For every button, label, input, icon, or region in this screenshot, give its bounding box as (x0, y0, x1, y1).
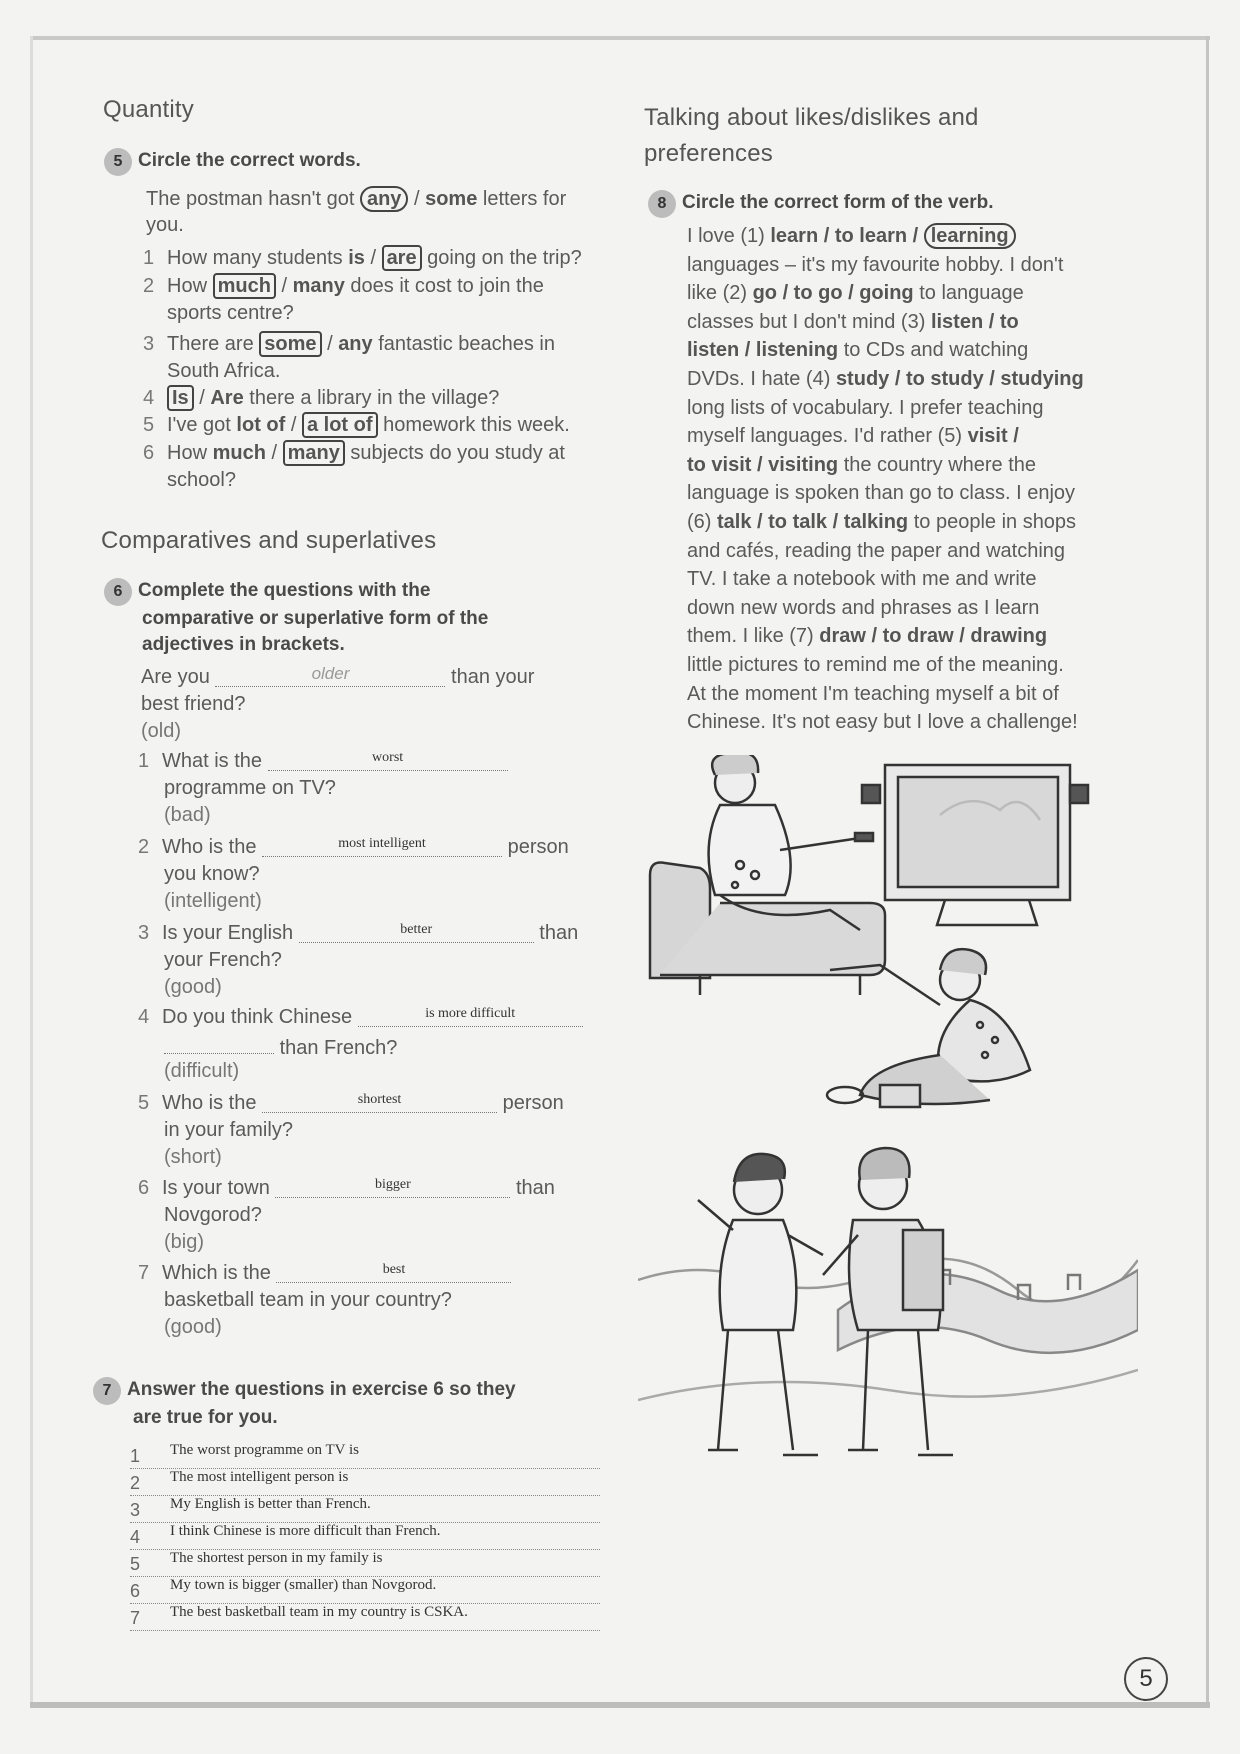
paragraph-line: (6) talk / to talk / talking to people in shops (687, 510, 1077, 533)
section-heading-comparatives: Comparatives and superlatives (101, 527, 437, 554)
exercise-8-instruction: 8 Circle the correct form of the verb. (648, 190, 993, 218)
exercise-6-item-line2: in your family? (164, 1119, 293, 1141)
paragraph-line: like (2) go / to go / going to language (687, 282, 1024, 305)
answer-line[interactable] (130, 1550, 600, 1577)
circled-word: any (360, 186, 408, 212)
paragraph-line: Chinese. It's not easy but I love a challenge! (687, 711, 1078, 734)
exercise-number-badge: 7 (93, 1377, 121, 1405)
exercise-5-item: 6 How much / many subjects do you study at (143, 442, 565, 464)
choice-a[interactable]: lot of (236, 414, 286, 436)
answer-line[interactable] (130, 1577, 600, 1604)
verb-choices[interactable]: learn / to learn / (770, 225, 924, 247)
exercise-5-example-line2: you. (146, 214, 184, 236)
choice-b[interactable]: Are (210, 387, 244, 409)
answer-text: The shortest person in my family is (170, 1550, 383, 1566)
answer-blank[interactable]: most intelligent (262, 834, 502, 857)
exercise-5-item-line2: sports centre? (167, 302, 294, 324)
item-number: 1 (130, 1446, 141, 1466)
exercise-6-item: 1 What is the $^{worst}$ (138, 748, 508, 774)
answer-line[interactable] (130, 1523, 600, 1550)
section-heading-likes: Talking about likes/dislikes and preferences (644, 104, 979, 167)
paragraph-line: TV. I take a notebook with me and write (687, 568, 1037, 591)
choice-a[interactable]: Is (167, 385, 194, 411)
exercise-6-item: 4 Do you think Chinese $^{is more difficult}$ (138, 1004, 583, 1030)
answer-line[interactable] (130, 1496, 600, 1523)
exercise-5-item: 1 How many students is / are going on the trip? (143, 247, 582, 269)
paragraph-line: and cafés, reading the paper and watching (687, 539, 1066, 562)
illustration-girls-watching-tv (640, 755, 1140, 1135)
answer-blank[interactable]: shortest (262, 1090, 497, 1113)
paragraph-line: little pictures to remind me of the meaning. (687, 653, 1064, 676)
item-number: 4 (143, 387, 155, 409)
item-number: 3 (143, 333, 155, 355)
item-number: 1 (138, 750, 150, 772)
item-number: 7 (138, 1262, 150, 1284)
exercise-6-hint: (difficult) (164, 1060, 240, 1082)
choice-b[interactable]: many (283, 440, 345, 466)
paragraph-line: language is spoken than go to class. I enjoy (687, 482, 1076, 505)
answer-line[interactable] (130, 1442, 600, 1469)
exercise-8-text (687, 222, 1127, 737)
item-number: 2 (138, 836, 150, 858)
answer-blank[interactable]: is more difficult (358, 1004, 583, 1027)
exercise-6-item-line2: programme on TV? (164, 777, 336, 799)
answer-text: The worst programme on TV is (170, 1442, 360, 1458)
choice-a[interactable]: much (213, 273, 276, 299)
scan-edge-right (1206, 36, 1209, 1706)
exercise-6-item: Are you $^{older}$ than your (141, 664, 535, 688)
exercise-5-item-line2: school? (167, 469, 236, 491)
answer-text: My town is bigger (smaller) than Novgorod. (170, 1577, 437, 1593)
exercise-5-item: 3 There are some / any fantastic beaches in (143, 333, 555, 355)
paragraph-line: long lists of vocabulary. I prefer teaching (687, 396, 1044, 419)
item-number: 3 (130, 1500, 141, 1520)
exercise-6-item-line2: than French? (164, 1031, 397, 1061)
exercise-6-item-line2: you know? (164, 863, 260, 885)
item-number: 5 (138, 1092, 150, 1114)
exercise-6-instruction: 6 Complete the questions with the comparative or superlative form of the adjectives in brackets. (104, 578, 488, 658)
paragraph-line: classes but I don't mind (3) listen / to (687, 310, 1019, 333)
exercise-5-example: The postman hasn't got any / some letters for (146, 188, 567, 210)
paragraph-line: myself languages. I'd rather (5) visit / (687, 425, 1019, 448)
exercise-5-item: 4 Is / Are there a library in the village? (143, 387, 500, 409)
paragraph-line: I love (1) learn / to learn / learning (687, 222, 1127, 251)
choice-b[interactable]: a lot of (302, 412, 378, 438)
item-number: 7 (130, 1608, 141, 1628)
exercise-5-instruction: 5 Circle the correct words. (104, 148, 361, 176)
item-number: 2 (130, 1473, 141, 1493)
item-number: 6 (143, 442, 155, 464)
exercise-6-item: 6 Is your town $^{bigger}$ than (138, 1177, 555, 1199)
answer-text: My English is better than French. (170, 1496, 371, 1512)
exercise-6-item-line2: basketball team in your country? (164, 1289, 452, 1311)
choice-b[interactable]: many (292, 275, 345, 297)
verb-choices[interactable]: draw / to draw / drawing (819, 625, 1048, 648)
exercise-number-badge: 8 (648, 190, 676, 218)
exercise-6-item-line2: Novgorod? (164, 1204, 262, 1226)
scan-edge-bottom (30, 1702, 1210, 1708)
item-number: 5 (143, 414, 155, 436)
exercise-6-item: 2 Who is the $^{most intelligent}$ person (138, 836, 569, 858)
section-heading-quantity: Quantity (103, 96, 194, 123)
item-number: 6 (130, 1581, 141, 1601)
exercise-6-item: 5 Who is the $^{shortest}$ person (138, 1092, 564, 1114)
exercise-7-instruction: 7 Answer the questions in exercise 6 so they are true for you. (93, 1377, 516, 1431)
exercise-6-hint: (big) (164, 1231, 205, 1253)
item-number: 1 (143, 247, 155, 269)
choice-a[interactable]: is (348, 247, 365, 269)
item-number: 4 (130, 1527, 141, 1547)
circled-word[interactable]: learning (924, 223, 1016, 249)
paragraph-line: At the moment I'm teaching myself a bit of (687, 682, 1059, 705)
item-number: 2 (143, 275, 155, 297)
exercise-5-item: 2 How much / many does it cost to join the (143, 275, 544, 297)
exercise-6-item-line2: your French? (164, 949, 282, 971)
verb-choices[interactable]: to visit / visiting (687, 453, 839, 476)
exercise-6-hint: (old) (141, 720, 182, 742)
verb-choices[interactable]: listen / to (930, 310, 1019, 333)
choice-a[interactable]: some (259, 331, 321, 357)
answer-blank[interactable]: worst (268, 748, 508, 771)
choice-a[interactable]: much (212, 442, 266, 464)
scan-edge-left (30, 36, 33, 1706)
answer-text: I think Chinese is more difficult than French. (170, 1523, 441, 1539)
exercise-number-badge: 6 (104, 578, 132, 606)
exercise-6-hint: (short) (164, 1146, 222, 1168)
page-number: 5 (1124, 1657, 1168, 1701)
verb-choices[interactable]: visit / (967, 425, 1019, 448)
exercise-6-item: 7 Which is the $^{best}$ (138, 1260, 511, 1286)
answer-line[interactable] (130, 1469, 600, 1496)
verb-choices[interactable]: listen / listening (687, 339, 839, 362)
paragraph-line: listen / listening to CDs and watching (687, 339, 1029, 362)
exercise-6-item-line2: best friend? (141, 693, 246, 715)
exercise-5-item-line2: South Africa. (167, 360, 281, 382)
answer-blank[interactable]: older (215, 664, 445, 687)
exercise-6-hint: (bad) (164, 804, 211, 826)
choice-b[interactable]: are (382, 245, 422, 271)
answer-text: The most intelligent person is (170, 1469, 349, 1485)
exercise-6-hint: (good) (164, 976, 222, 998)
exercise-6-hint: (intelligent) (164, 890, 262, 912)
answer-line[interactable] (130, 1604, 600, 1631)
scan-edge-top (30, 36, 1210, 40)
verb-choices[interactable]: talk / to talk / talking (717, 510, 909, 533)
answer-text: The best basketball team in my country is CSKA. (170, 1604, 468, 1620)
verb-choices[interactable]: study / to study / studying (835, 367, 1084, 390)
answer-blank[interactable]: bigger (275, 1175, 510, 1198)
exercise-6-hint: (good) (164, 1316, 222, 1338)
verb-choices[interactable]: go / to go / going (752, 282, 914, 305)
exercise-number-badge: 5 (104, 148, 132, 176)
item-number: 5 (130, 1554, 141, 1574)
paragraph-line: to visit / visiting the country where the (687, 453, 1037, 476)
item-number: 6 (138, 1177, 150, 1199)
answer-blank[interactable]: better (299, 920, 534, 943)
paragraph-line: DVDs. I hate (4) study / to study / studying (687, 367, 1084, 390)
item-number: 3 (138, 922, 150, 944)
paragraph-line: languages – it's my favourite hobby. I don't (687, 253, 1064, 276)
paragraph-line: them. I like (7) draw / to draw / drawing (687, 625, 1048, 648)
exercise-5-item: 5 I've got lot of / a lot of homework this week. (143, 414, 570, 436)
item-number: 4 (138, 1006, 150, 1028)
illustration-teens-great-wall (638, 1140, 1138, 1480)
choice-b[interactable]: any (338, 333, 373, 355)
paragraph-line: down new words and phrases as I learn (687, 596, 1040, 619)
exercise-6-item: 3 Is your English $^{better}$ than (138, 922, 579, 944)
answer-blank[interactable]: best (276, 1260, 511, 1283)
